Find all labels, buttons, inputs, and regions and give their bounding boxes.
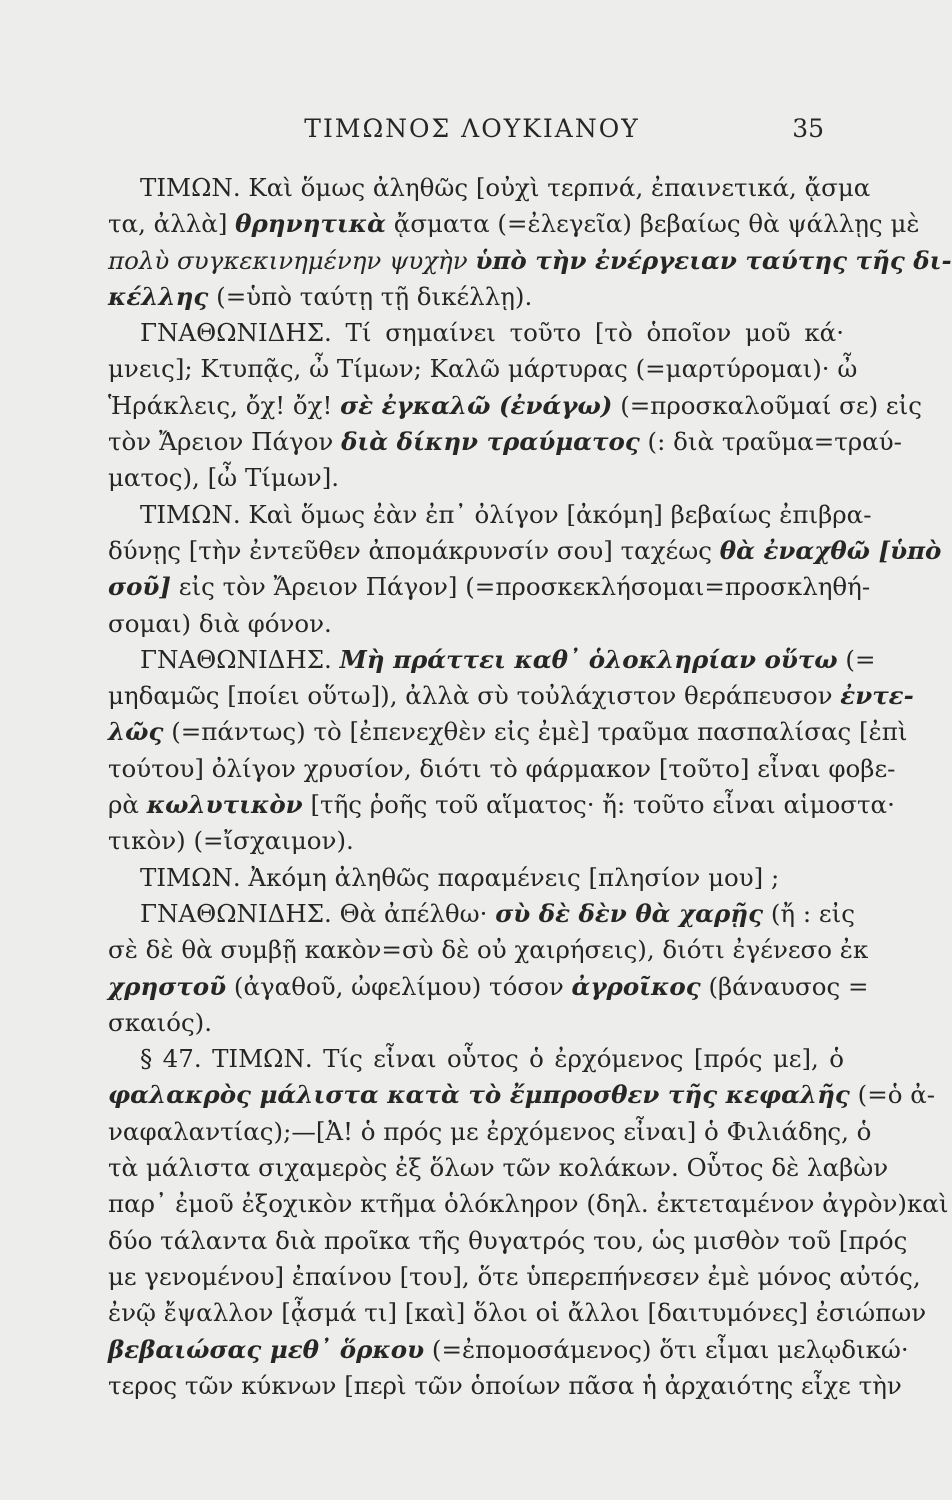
text-segment: ΓΝΑΘΩΝΙΔΗΣ. Θὰ ἀπέλθω· [140,898,496,928]
text-line [108,388,922,424]
text-segment: κωλυτικὸν [146,790,303,820]
text-segment: εἰς τὸν Ἄρειον Πάγον] (=προσκεκλήσομαι=προσκληθή- [171,572,871,602]
text-segment: κέλλης [108,281,209,311]
text-line [108,533,942,569]
text-segment: τερος τῶν κύκνων [περὶ τῶν ὁποίων πᾶσα ἡ ἀρχαιότης εἶχε τὴν [108,1370,902,1400]
text-line [108,714,908,750]
text-segment: σκαιός). [108,1007,213,1037]
text-line [108,279,844,315]
text-segment: (=προσκαλοῦμαί σε) εἰς [612,390,922,420]
text-line [108,1368,902,1404]
text-segment: σὲ δὲ θὰ συμβῇ κακὸν=σὺ δὲ οὐ χαιρήσεις), διότι ἐγένεσο ἐκ [108,935,869,965]
text-line [108,1332,909,1368]
text-segment: βεβαιώσας μεθ᾽ ὅρκου [108,1334,425,1364]
text-segment: § 47. ΤΙΜΩΝ. Τίς εἶναι οὗτος ὁ ἐρχόμενος [πρός με], ὁ [140,1044,844,1074]
text-segment: (: διὰ τραῦμα=τραύ- [639,427,902,457]
text-segment: [τῆς ῥοῆς τοῦ αἵματος· ἤ: τοῦτο εἶναι αἱμοστα· [302,790,895,820]
text-segment: ΓΝΑΘΩΝΙΔΗΣ. [140,644,340,674]
text-segment: σοῦ] [108,572,171,602]
text-segment: σὺ δὲ δὲν θὰ χαρῇς [495,898,764,928]
text-line [108,206,920,242]
text-segment: (=ἐπομοσάμενος) ὅτι εἶμαι μελῳδικώ· [424,1334,909,1364]
running-title: ΤΙΜΩΝΟΣ ΛΟΥΚΙΑΝΟΥ [304,114,640,143]
text-line [108,1005,844,1041]
text-segment: Μὴ πράττει καθ᾽ ὁλοκληρίαν οὕτω [339,644,838,674]
text-segment: ρὰ [108,790,147,820]
text-line [108,351,858,387]
text-line [108,497,872,533]
text-segment: τα, ἀλλὰ] [108,209,236,239]
text-line [108,1150,889,1186]
text-segment: πολὺ συγκεκινημένην ψυχὴν [108,245,476,275]
text-segment: δύο τάλαντα διὰ προῖκα τῆς θυγατρός του, ὡς μισθὸν τοῦ [πρός [108,1225,908,1255]
text-line [108,424,902,460]
text-line [108,569,871,605]
text-line [108,243,952,279]
text-segment: (ἀγαθοῦ, ὠφελίμου) τόσον [226,971,572,1001]
text-line [108,751,896,787]
text-line [108,896,855,932]
body-text [108,170,952,1404]
text-segment: (= [837,644,876,674]
text-segment: (βάναυσος = [700,971,869,1001]
text-line [108,969,869,1005]
text-segment: (=ὑπὸ ταύτῃ τῇ δικέλλῃ). [208,281,533,311]
text-line [108,1186,949,1222]
text-segment: ΤΙΜΩΝ. Καὶ ὅμως ἐὰν ἐπ᾽ ὀλίγον [ἀκόμη] βεβαίως ἐπιβρα- [140,499,872,529]
text-segment: (ἤ : εἰς [763,898,855,928]
text-segment: ἐντε- [840,681,914,711]
text-segment: φαλακρὸς μάλιστα κατὰ τὸ ἔμπροσθεν τῆς κεφαλῆς [108,1080,850,1110]
text-line [108,678,914,714]
text-segment: τὸν Ἄρειον Πάγον [108,427,342,457]
text-segment: λῶς [108,717,164,747]
page-header [0,110,944,154]
text-segment: μνεις]; Κτυπᾷς, ὦ Τίμων; Καλῶ μάρτυρας (=μαρτύρομαι)· ὦ [108,354,858,384]
text-segment: ναφαλαντίας);—[Ἀ! ὁ πρός με ἐρχόμενος εἶναι] ὁ Φιλιάδης, ὁ [108,1116,872,1146]
text-segment: θὰ ἐναχθῶ [ὑπὸ [719,535,942,565]
text-line [108,1077,936,1113]
text-line [108,606,844,642]
text-line [108,823,844,859]
text-line [108,1223,908,1259]
text-segment: σομαι) διὰ φόνον. [108,608,332,638]
text-segment: τὰ μάλιστα σιχαμερὸς ἐξ ὅλων τῶν κολάκων. Οὗτος δὲ λαβὼν [108,1153,889,1183]
text-line [108,642,876,678]
text-line [108,315,844,351]
page-number: 35 [792,114,824,143]
text-segment: με γενομένου] ἐπαίνου [του], ὅτε ὑπερεπήνεσεν ἐμὲ μόνος αὐτός, [108,1261,921,1291]
text-segment: δύνῃς [τὴν ἐντεῦθεν ἀπομάκρυνσίν σου] ταχέως [108,535,720,565]
text-line [108,932,869,968]
text-segment: ΓΝΑΘΩΝΙΔΗΣ. Τί σημαίνει τοῦτο [τὸ ὁποῖον μοῦ κά· [140,318,844,348]
text-segment: θρηνητικὰ [235,209,386,239]
text-segment: τούτου] ὀλίγον χρυσίον, διότι τὸ φάρμακον [τοῦτο] εἶναι φοβε- [108,753,896,783]
text-segment: Ἡράκλεις, ὄχ! ὄχ! [108,390,341,420]
text-segment: χρηστοῦ [108,971,227,1001]
text-line [108,1295,927,1331]
text-segment: παρ᾽ ἐμοῦ ἐξοχικὸν κτῆμα ὁλόκληρον (δηλ. ἐκτεταμένον ἀγρὸν)καὶ [108,1189,949,1219]
text-line [108,1114,872,1150]
text-segment: (=ὁ ἀ- [849,1080,936,1110]
text-segment: ματος), [ὦ Τίμων]. [108,463,340,493]
text-segment: ὑπὸ τὴν ἐνέργειαν ταύτης τῆς δι- [475,245,952,275]
text-line [108,1259,921,1295]
text-segment: σὲ ἐγκαλῶ (ἐνάγω) [340,390,613,420]
text-segment: ΤΙΜΩΝ. Καὶ ὅμως ἀληθῶς [οὐχὶ τερπνά, ἐπαινετικά, ᾄσμα [140,173,871,202]
text-segment: ᾄσματα (=ἐλεγεῖα) βεβαίως θὰ ψάλλῃς μὲ [386,209,920,239]
text-segment: μηδαμῶς [ποίει οὕτω]), ἀλλὰ σὺ τοὐλάχιστον θεράπευσον [108,681,841,711]
text-segment: (=πάντως) τὸ [ἐπενεχθὲν εἰς ἐμὲ] τραῦμα πασπαλίσας [ἐπὶ [163,717,908,747]
text-segment: ἐνῷ ἔψαλλον [ᾆσμά τι] [καὶ] ὅλοι οἱ ἄλλοι [δαιτυμόνες] ἐσιώπων [108,1298,927,1328]
text-line [108,787,895,823]
text-segment: ΤΙΜΩΝ. Ἀκόμη ἀληθῶς παραμένεις [πλησίον μου] ; [140,862,780,892]
text-line [108,860,844,896]
text-line [108,460,844,496]
text-segment: τικὸν) (=ἴσχαιμον). [108,826,354,856]
text-line [108,170,871,206]
text-line [108,1041,844,1077]
text-segment: ἀγροῖκος [571,971,701,1001]
text-segment: διὰ δίκην τραύματος [341,427,640,457]
